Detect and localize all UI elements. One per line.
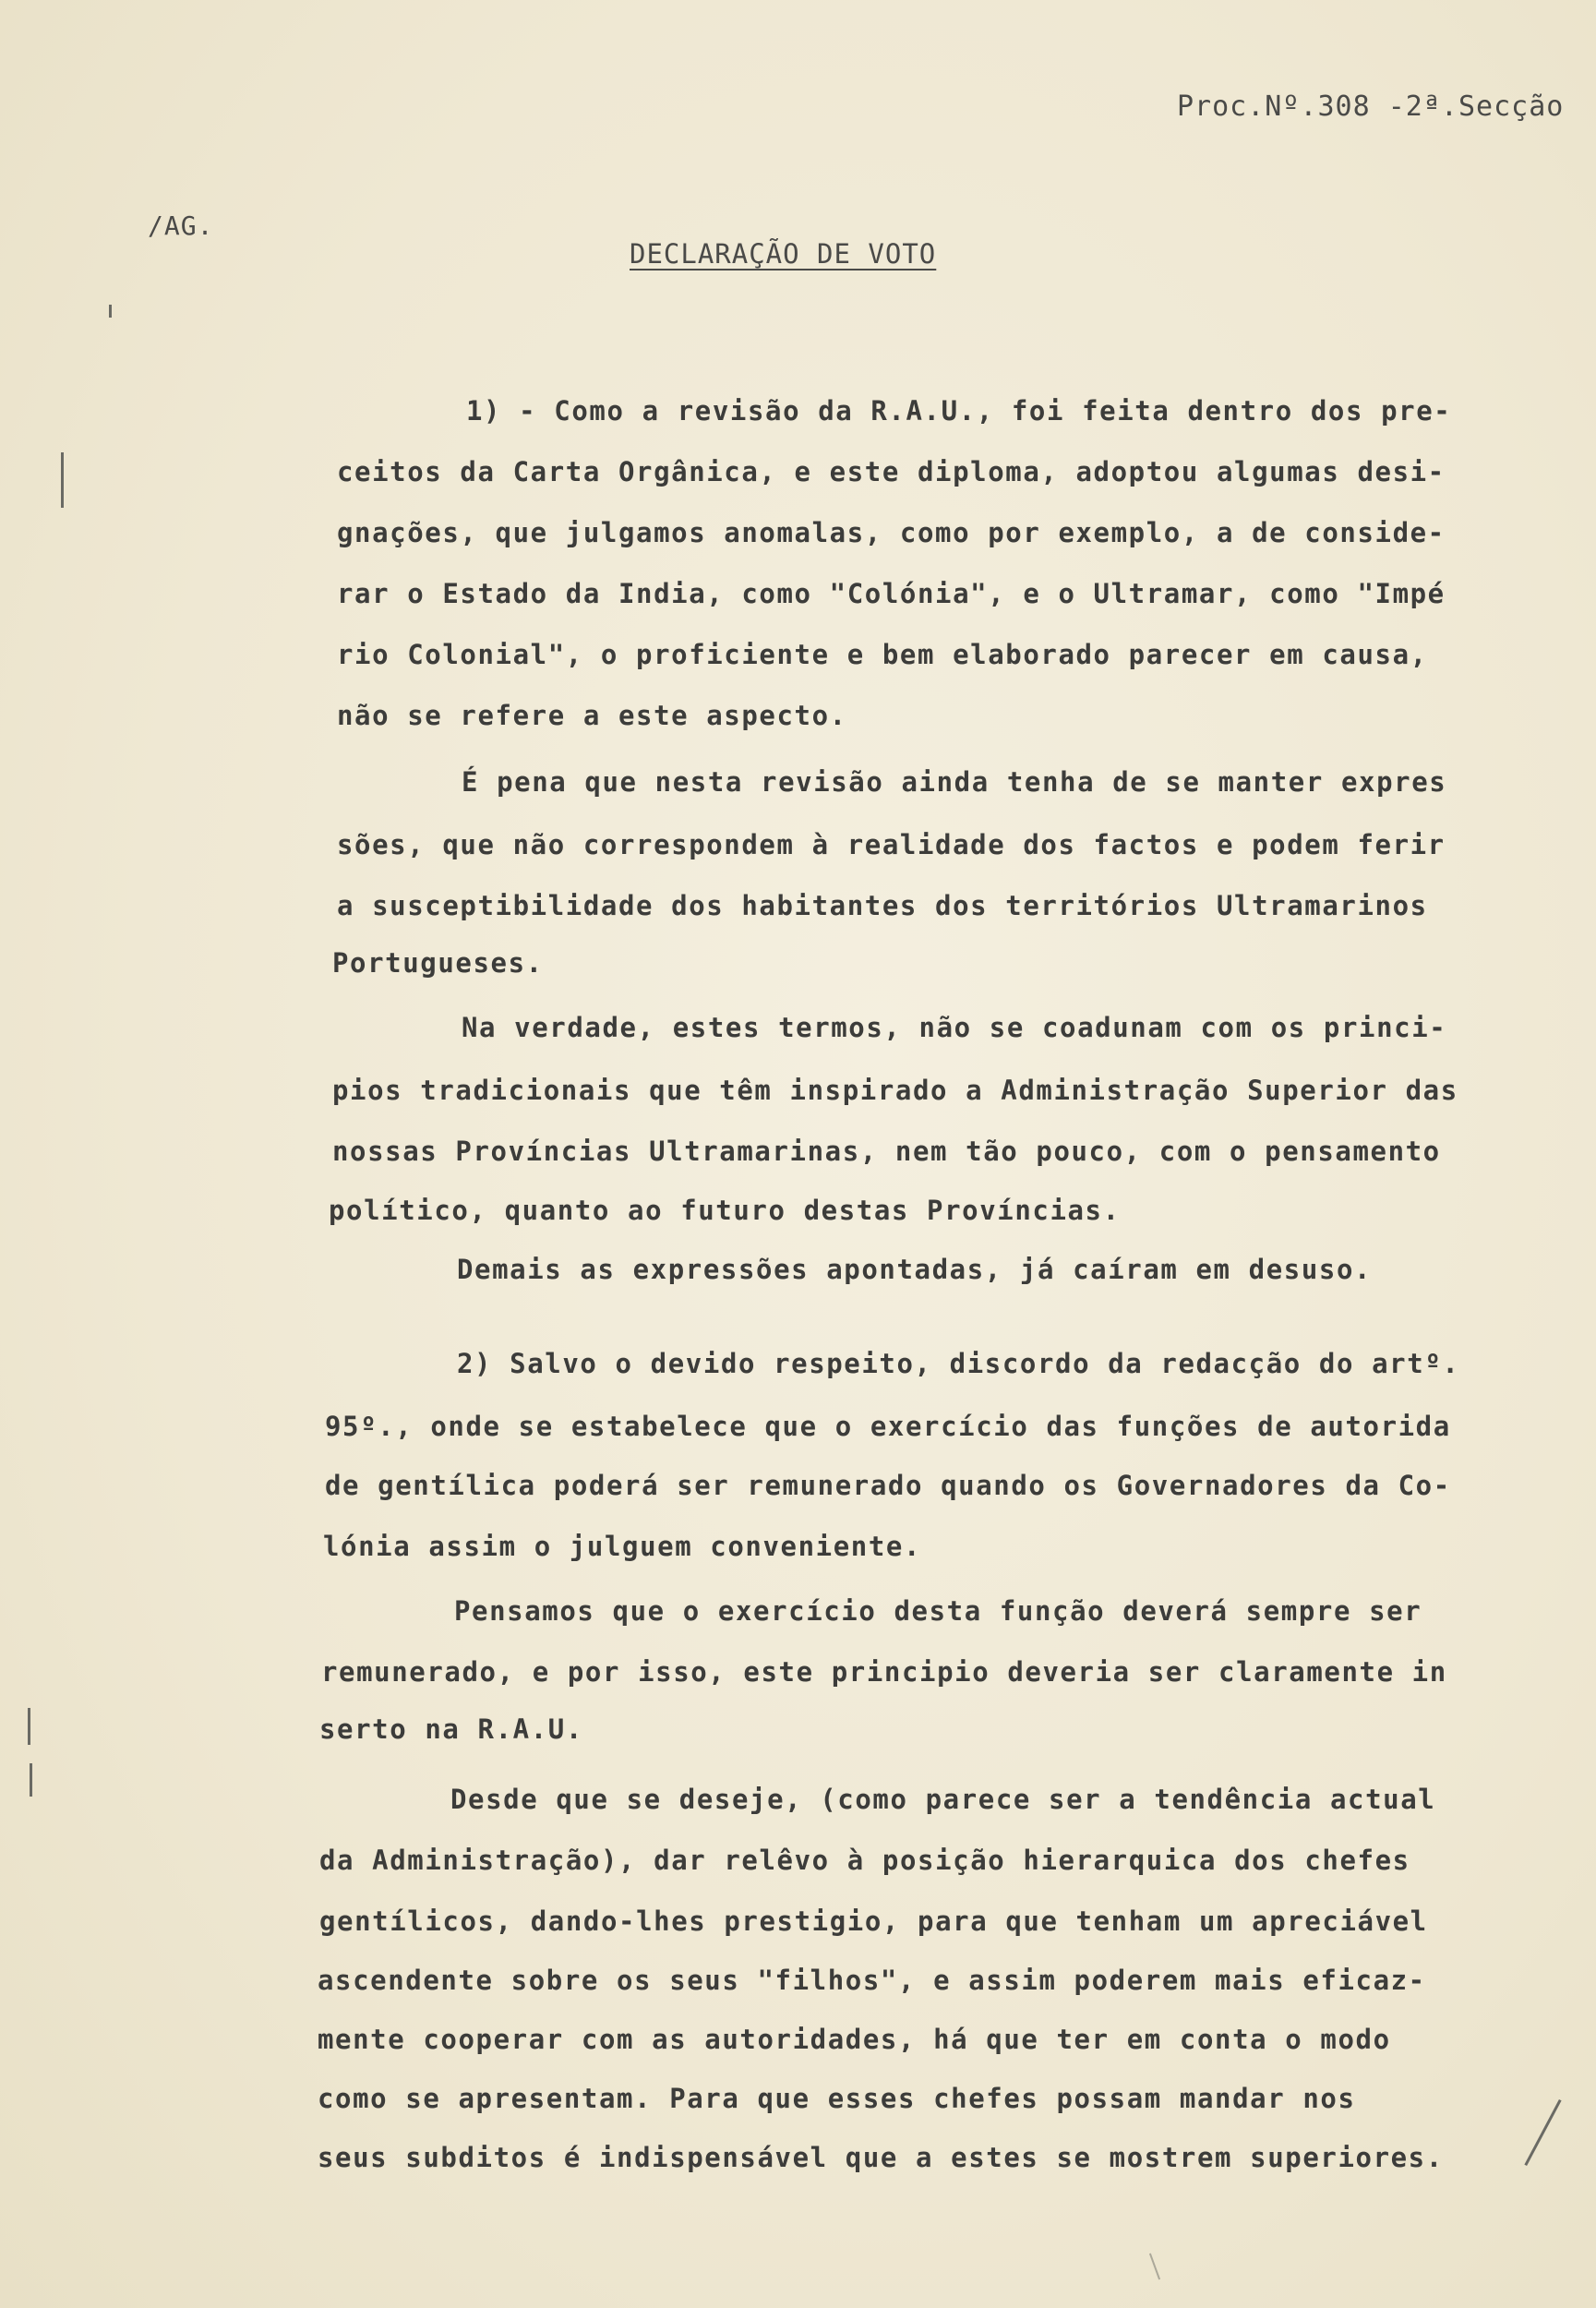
text-line: remunerado, e por isso, este principio deveria ser claramente in (321, 1656, 1447, 1688)
text-line: ascendente sobre os seus "filhos", e assim poderem mais eficaz- (318, 1965, 1426, 1996)
text-line: lónia assim o julguem conveniente. (323, 1531, 922, 1562)
text-line: mente cooperar com as autoridades, há que ter em conta o modo (318, 2024, 1391, 2055)
text-line: 1) - Como a revisão da R.A.U., foi feita dentro dos pre- (466, 395, 1452, 427)
text-line: seus subditos é indispensável que a estes se mostrem superiores. (318, 2142, 1444, 2173)
text-line: Na verdade, estes termos, não se coadunam com os princi- (462, 1012, 1447, 1043)
text-line: Portugueses. (332, 947, 544, 979)
text-line: rio Colonial", o proficiente e bem elaborado parecer em causa, (337, 639, 1428, 670)
margin-mark (1149, 2254, 1160, 2280)
margin-mark (28, 1708, 30, 1745)
text-line: Demais as expressões apontadas, já caíram em desuso. (457, 1254, 1373, 1285)
margin-mark (30, 1763, 32, 1797)
margin-mark (109, 305, 112, 318)
text-line: ceitos da Carta Orgânica, e este diploma, adoptou algumas desi- (337, 456, 1446, 487)
text-line: gentílicos, dando-lhes prestigio, para que tenham um apreciável (319, 1905, 1428, 1937)
margin-mark (61, 452, 64, 508)
text-line: político, quanto ao futuro destas Províncias. (329, 1195, 1121, 1226)
margin-mark (1524, 2099, 1561, 2166)
author-initials: /AG. (148, 210, 214, 241)
process-reference: Proc.Nº.308 -2ª.Secção (1177, 90, 1565, 123)
text-line: nossas Províncias Ultramarinas, nem tão pouco, com o pensamento (332, 1136, 1441, 1167)
text-line: É pena que nesta revisão ainda tenha de se manter expres (462, 766, 1447, 798)
text-line: da Administração), dar relêvo à posição hierarquica dos chefes (319, 1845, 1410, 1876)
text-line: sões, que não correspondem à realidade dos factos e podem ferir (337, 829, 1446, 860)
text-line: não se refere a este aspecto. (337, 700, 847, 731)
text-line: de gentílica poderá ser remunerado quando os Governadores da Co- (325, 1470, 1451, 1501)
text-line: 95º., onde se estabelece que o exercício das funções de autorida (325, 1411, 1451, 1442)
text-line: serto na R.A.U. (319, 1713, 583, 1745)
text-line: pios tradicionais que têm inspirado a Administração Superior das (332, 1075, 1458, 1106)
text-line: gnações, que julgamos anomalas, como por exemplo, a de conside- (337, 517, 1446, 548)
document-title: DECLARAÇÃO DE VOTO (630, 238, 937, 270)
text-line: rar o Estado da India, como "Colónia", e o Ultramar, como "Impé (337, 578, 1446, 609)
text-line: Desde que se deseje, (como parece ser a tendência actual (450, 1784, 1436, 1815)
text-line: Pensamos que o exercício desta função deverá sempre ser (454, 1595, 1422, 1627)
text-line: como se apresentam. Para que esses chefes possam mandar nos (318, 2083, 1356, 2114)
text-line: a susceptibilidade dos habitantes dos territórios Ultramarinos (337, 890, 1428, 921)
text-line: 2) Salvo o devido respeito, discordo da redacção do artº. (457, 1348, 1460, 1379)
